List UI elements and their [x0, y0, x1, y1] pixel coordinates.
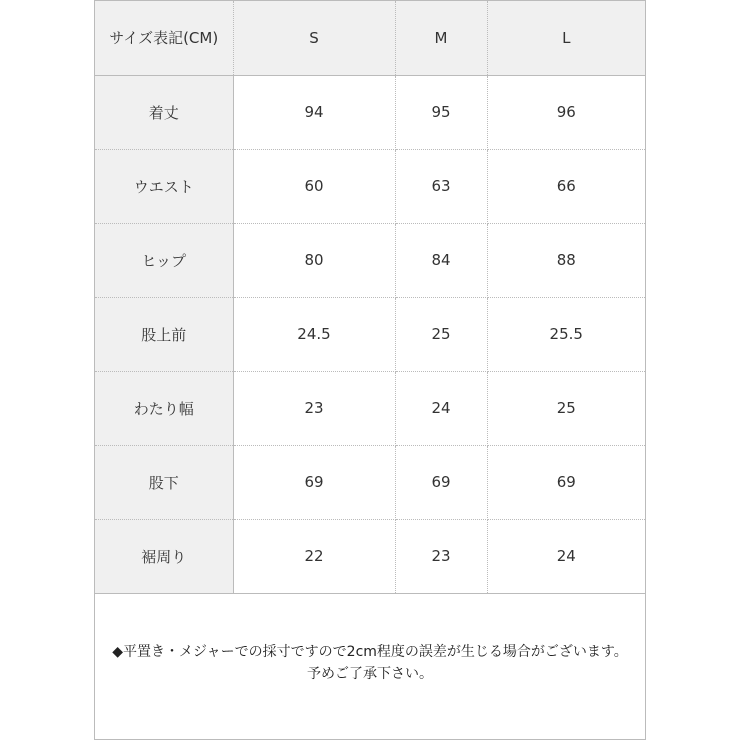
header-size-l: L: [487, 1, 645, 75]
cell-value: 24: [395, 371, 487, 445]
cell-value: 22: [233, 519, 395, 593]
cell-value: 60: [233, 149, 395, 223]
cell-value: 88: [487, 223, 645, 297]
table-header-row: [95, 1, 645, 75]
table-row: [95, 149, 645, 223]
note-line-1: ◆平置き・メジャーでの採寸ですので2cm程度の誤差が生じる場合がございます。: [112, 644, 628, 660]
cell-value: 23: [395, 519, 487, 593]
cell-value: 80: [233, 223, 395, 297]
cell-value: 66: [487, 149, 645, 223]
cell-value: 96: [487, 75, 645, 149]
header-size-label: サイズ表記(CM): [95, 1, 233, 75]
cell-value: 84: [395, 223, 487, 297]
table-row: [95, 371, 645, 445]
cell-value: 24: [487, 519, 645, 593]
table-row: [95, 297, 645, 371]
table-row: [95, 519, 645, 593]
header-size-s: S: [233, 1, 395, 75]
row-label: 裾周り: [95, 519, 233, 593]
table-row: [95, 223, 645, 297]
table-row: [95, 445, 645, 519]
cell-value: 25: [395, 297, 487, 371]
cell-value: 69: [395, 445, 487, 519]
row-label: ウエスト: [95, 149, 233, 223]
size-table: [95, 1, 645, 594]
cell-value: 94: [233, 75, 395, 149]
row-label: 股上前: [95, 297, 233, 371]
cell-value: 69: [487, 445, 645, 519]
size-chart-frame: [94, 0, 646, 740]
note-line-2: 予めご了承下さい。: [307, 666, 433, 682]
measurement-note: [95, 641, 645, 685]
cell-value: 63: [395, 149, 487, 223]
table-row: [95, 75, 645, 149]
cell-value: 95: [395, 75, 487, 149]
header-size-m: M: [395, 1, 487, 75]
cell-value: 69: [233, 445, 395, 519]
row-label: 股下: [95, 445, 233, 519]
cell-value: 23: [233, 371, 395, 445]
cell-value: 24.5: [233, 297, 395, 371]
cell-value: 25.5: [487, 297, 645, 371]
row-label: 着丈: [95, 75, 233, 149]
cell-value: 25: [487, 371, 645, 445]
row-label: わたり幅: [95, 371, 233, 445]
row-label: ヒップ: [95, 223, 233, 297]
